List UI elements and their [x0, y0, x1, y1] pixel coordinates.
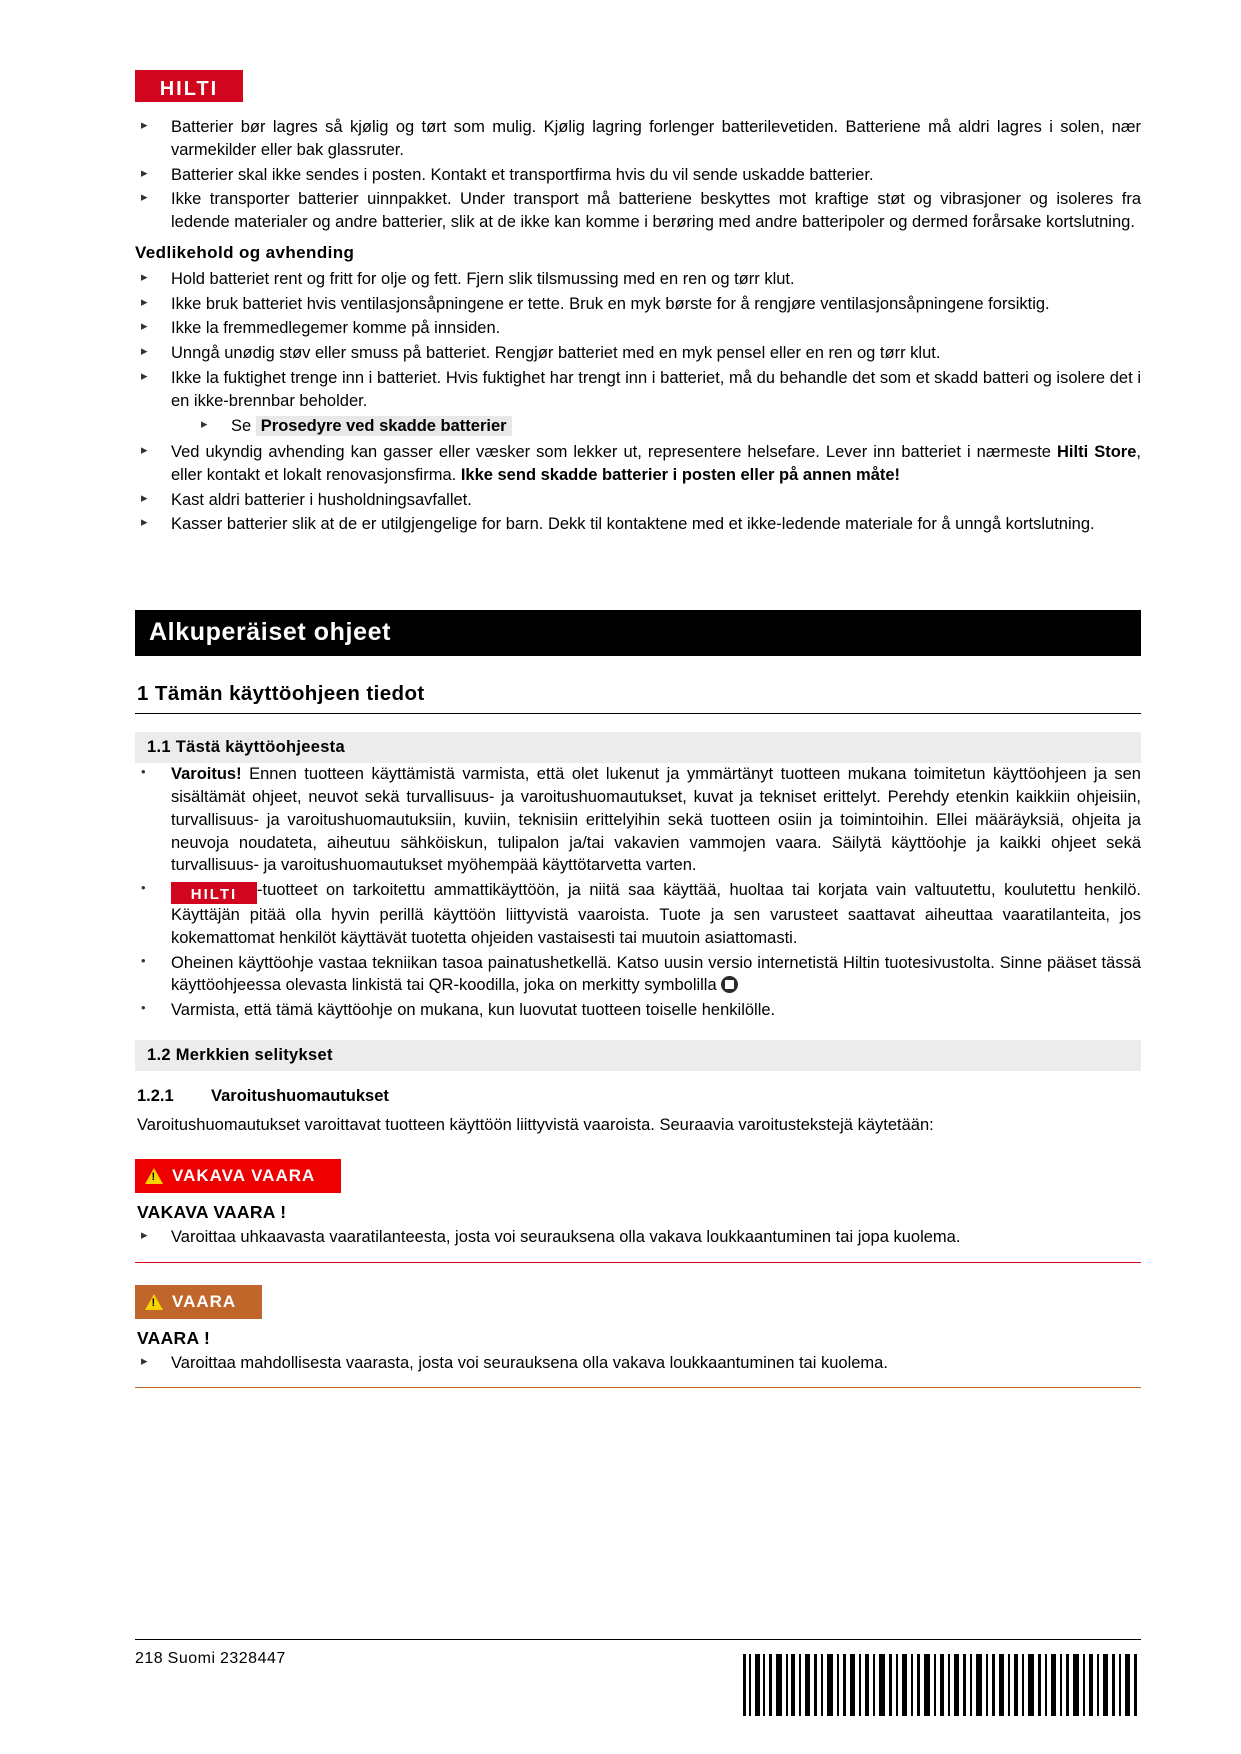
- warning-word: VAARA !: [137, 1328, 211, 1349]
- list-item: [135, 164, 1141, 187]
- list-item-text: Ikke la fremmedlegemer komme på innsiden.: [171, 319, 501, 338]
- qr-code-symbol-icon: [721, 976, 738, 993]
- danger-word: VAKAVA VAARA !: [137, 1201, 287, 1222]
- about-manual-list: [135, 763, 1141, 1022]
- battery-storage-bullet-list: [135, 116, 1141, 234]
- list-item-text: Batterier skal ikke sendes i posten. Kontakt et transportfirma hvis du vil sende uskadde batterier.: [171, 165, 874, 184]
- hilti-logo-inline: HILTI: [171, 882, 257, 904]
- maintenance-bullet-list: [135, 268, 1141, 413]
- list-item: [135, 489, 1141, 512]
- triangle-bullet-icon: ▸: [141, 1353, 148, 1369]
- danger-badge-label: VAKAVA VAARA: [172, 1165, 316, 1185]
- hilti-store-label: Hilti Store: [1057, 443, 1137, 462]
- section-number: 1.2.1: [137, 1086, 174, 1105]
- maintenance-heading: Vedlikehold og avhending: [135, 242, 355, 262]
- triangle-bullet-icon: ▸: [141, 293, 148, 309]
- list-item-text: Kasser batterier slik at de er utilgjengelige for barn. Dekk til kontaktene med et ikke-ledende materiale for å unngå kortslutning.: [171, 515, 1095, 534]
- list-item: [135, 116, 1141, 162]
- warning-notices-intro: Varoitushuomautukset varoittavat tuotteen käyttöön liittyvistä vaaroista. Seuraavia varoitustekstejä käytetään:: [137, 1115, 934, 1134]
- warning-description-list: [135, 1352, 1141, 1375]
- list-item: [135, 1352, 1141, 1375]
- sub-reference-block: [135, 415, 1141, 438]
- list-item-text: Oheinen käyttöohje vastaa tekniikan tasoa painatushetkellä. Katso uusin versio internetistä Hiltin tuotesivustolta. Sinne pääset tässä käyttöohjeessa olevasta linkistä tai QR-koodilla, joka on merkitty symbolilla: [171, 953, 1141, 995]
- list-item: [195, 415, 1141, 438]
- list-item-text: Unngå unødig støv eller smuss på batteriet. Rengjør batteriet med en myk pensel eller en ren og tørr klut.: [171, 344, 941, 363]
- danger-badge: [135, 1159, 341, 1193]
- warning-badge-label: VAARA: [172, 1292, 237, 1312]
- section-1-1-heading: 1.1 Tästä käyttöohjeesta: [135, 732, 1141, 763]
- triangle-bullet-icon: ▸: [141, 514, 148, 530]
- see-label: Se: [231, 417, 252, 436]
- section-1-2-1-heading: [137, 1087, 1141, 1106]
- list-item: [135, 188, 1141, 234]
- list-item-text: Ennen tuotteen käyttämistä varmista, että olet lukenut ja ymmärtänyt tuotteen mukana toimitetun käyttöohjeen ja sen sisältämät ohjeet, neuvot sekä turvallisuus- ja varoitushuomautukset, kuvat ja tekniset erittelyt. Perehdy etenkin kaikkiin ohjeisiin, turvallisuus- ja varoitushuomautuksiin, kuviin, teknisiin erittelyihin sekä tuotteen osiin ja toimintoihin. Ellei määräyksiä, ohjeita ja neuvoja noudateta, aiheutuu sähköiskun, tulipalon ja/tai vakavien vammojen vaara. Säilytä käyttöohje ja kaikki ohjeet sekä turvallisuus- ja varoitushuomautukset myöhempää käyttötarvetta varten.: [171, 765, 1141, 875]
- list-item-text: Hold batteriet rent og fritt for olje og fett. Fjern slik tilsmussing med en ren og tørr klut.: [171, 269, 795, 288]
- section-title: Varoitushuomautukset: [211, 1086, 389, 1105]
- disposal-text-part2: , eller kontakt et lokalt renovasjonsfirma.: [171, 443, 1141, 484]
- page-footer: [135, 1639, 1141, 1668]
- section-1-heading: 1 Tämän käyttöohjeen tiedot: [135, 672, 1141, 714]
- list-item-text: Ikke la fuktighet trenge inn i batteriet. Hvis fuktighet har trengt inn i batteriet, må du behandle det som et skadd batteri og isolere det i en ikke-brennbar beholder.: [171, 368, 1141, 410]
- footer-doc-number: 2328447: [219, 1650, 286, 1667]
- section-banner-title: Alkuperäiset ohjeet: [135, 610, 1141, 656]
- list-item: [135, 317, 1141, 340]
- hilti-logo: HILTI: [135, 70, 243, 102]
- list-item-text: Ikke bruk batteriet hvis ventilasjonsåpningene er tette. Bruk en myk børste for å rengjøre ventilasjonsåpningene forsiktig.: [171, 294, 1050, 313]
- danger-divider: [135, 1262, 1141, 1263]
- list-item: [135, 763, 1141, 877]
- triangle-bullet-icon: ▸: [141, 489, 148, 505]
- procedure-reference-chip[interactable]: Prosedyre ved skadde batterier: [256, 416, 512, 436]
- list-item-text: Ikke transporter batterier uinnpakket. Under transport må batteriene beskyttes mot kraftige støt og vibrasjoner og isoleres fra ledende materialer og andre batterier, slik at de ikke kan komme i berøring med andre batteripoler og dermed forårsake kortslutning.: [171, 190, 1141, 232]
- list-item: [135, 441, 1141, 487]
- danger-description-list: [135, 1226, 1141, 1249]
- sub-bullet-list: [195, 415, 1141, 438]
- triangle-bullet-icon: ▸: [141, 268, 148, 284]
- list-item-text: Varoittaa mahdollisesta vaarasta, josta voi seurauksena olla vakava loukkaantuminen tai kuolema.: [171, 1354, 888, 1373]
- triangle-bullet-icon: ▸: [141, 442, 148, 458]
- list-item: [135, 293, 1141, 316]
- dot-bullet-icon: •: [141, 880, 146, 896]
- list-item-text: Kast aldri batterier i husholdningsavfallet.: [171, 490, 472, 509]
- footer-language: Suomi: [167, 1650, 216, 1667]
- list-item: [135, 513, 1141, 536]
- list-item: [135, 342, 1141, 365]
- triangle-bullet-icon: ▸: [141, 189, 148, 205]
- warning-triangle-icon: [145, 1294, 163, 1310]
- disposal-text-part1: Ved ukyndig avhending kan gasser eller væsker som lekker ut, representere helsefare. Lever inn batteriet i nærmeste: [171, 443, 1058, 462]
- disposal-warning-bold: Ikke send skadde batterier i posten eller på annen måte!: [460, 465, 901, 484]
- dot-bullet-icon: •: [141, 1000, 146, 1016]
- triangle-bullet-icon: ▸: [141, 367, 148, 383]
- section-1-2-heading: 1.2 Merkkien selitykset: [135, 1040, 1141, 1071]
- dot-bullet-icon: •: [141, 764, 146, 780]
- list-item-text: Batterier bør lagres så kjølig og tørt som mulig. Kjølig lagring forlenger batterilevetiden. Batteriene må aldri lagres i solen, nær varmekilder eller bak glassruter.: [171, 118, 1141, 159]
- triangle-bullet-icon: ▸: [141, 164, 148, 180]
- triangle-bullet-icon: ▸: [141, 318, 148, 334]
- dot-bullet-icon: •: [141, 952, 146, 968]
- list-item-text: -tuotteet on tarkoitettu ammattikäyttöön, ja niitä saa käyttää, huoltaa tai korjata vain valtuutettu, koulutettu henkilö. Käyttäjän pitää olla hyvin perillä käyttöön liittyvistä vaaroista. Tuote ja sen varusteet saattavat aiheuttaa vaaratilanteita, jos kokemattomat henkilöt käyttävät tuotetta ohjeiden vastaisesti tai muutoin asiattomasti.: [171, 881, 1141, 947]
- list-item-text: Varmista, että tämä käyttöohje on mukana, kun luovutat tuotteen toiselle henkilölle.: [171, 1001, 776, 1020]
- warning-divider: [135, 1387, 1141, 1388]
- list-item: [135, 1226, 1141, 1249]
- warning-triangle-icon: [145, 1168, 163, 1184]
- warning-lead-label: Varoitus!: [171, 765, 242, 784]
- triangle-bullet-icon: ▸: [141, 1226, 148, 1242]
- footer-page-number: 218: [135, 1650, 164, 1667]
- list-item-text: Varoittaa uhkaavasta vaaratilanteesta, josta voi seurauksena olla vakava loukkaantuminen tai jopa kuolema.: [171, 1227, 961, 1246]
- list-item: [135, 268, 1141, 291]
- list-item: [135, 952, 1141, 998]
- list-item: [135, 879, 1141, 950]
- list-item: [135, 367, 1141, 413]
- triangle-bullet-icon: ▸: [201, 416, 208, 432]
- disposal-bullet-list: [135, 441, 1141, 536]
- barcode: [741, 1654, 1141, 1716]
- triangle-bullet-icon: ▸: [141, 343, 148, 359]
- list-item: [135, 999, 1141, 1022]
- triangle-bullet-icon: ▸: [141, 117, 148, 132]
- warning-badge: [135, 1285, 262, 1319]
